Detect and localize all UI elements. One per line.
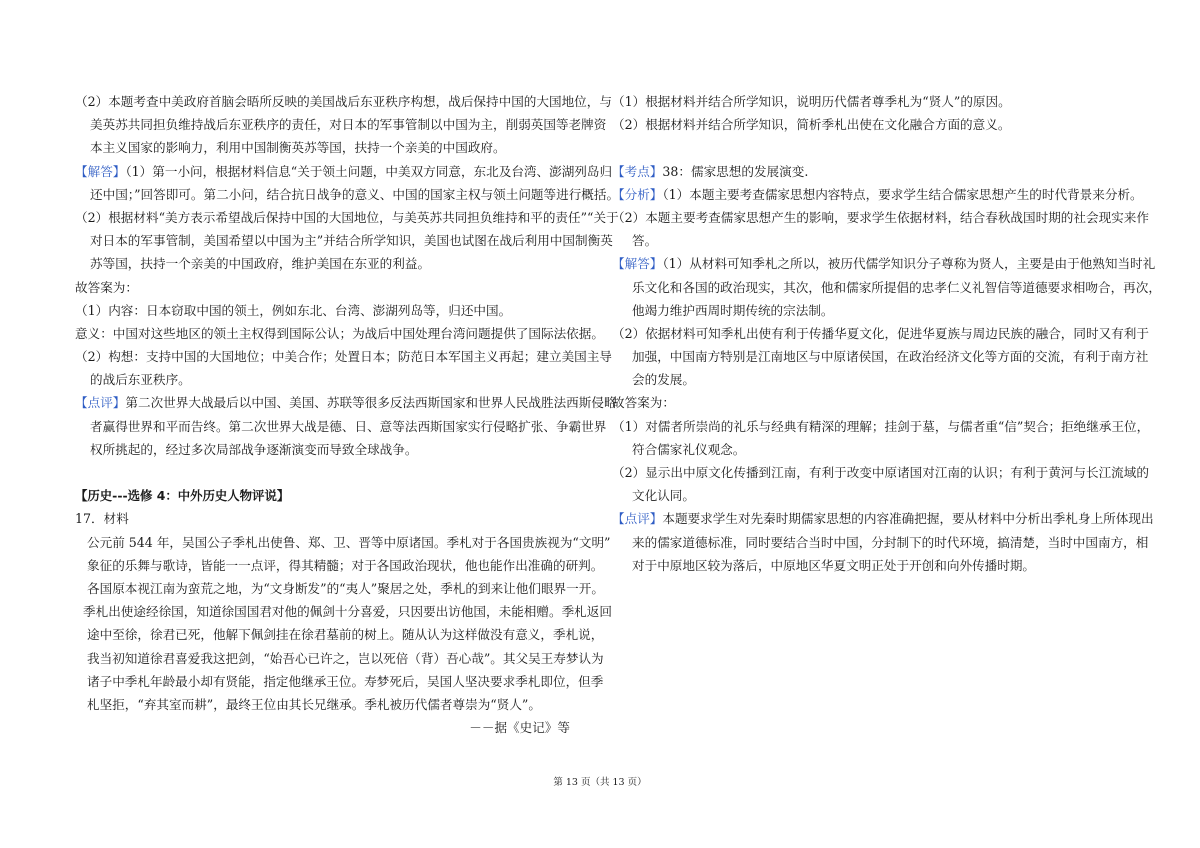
- right-text-line: [612, 484, 1132, 507]
- left-text-line: [75, 623, 604, 646]
- right-text-line: [612, 345, 1149, 368]
- text-span: 途中至徐，徐君已死，他解下佩剑挂在徐君墓前的树上。随从认为这样做没有意义，季札说，: [87, 627, 604, 643]
- text-span: （2）显示出中原文化传播到江南，有利于改变中原诸国对江南的认识；有利于黄河与长江流域的: [612, 465, 1149, 480]
- text-span: 本题要求学生对先秦时期儒家思想的内容准确把握，要从材料中分析出季札身上所体现出: [662, 511, 1154, 527]
- section-tag: 【解答】: [612, 256, 663, 272]
- text-span: 对日本的军事管制，美国希望以中国为主”并结合所学知识，美国也试图在战后利用中国制衡英: [90, 233, 613, 249]
- text-span: （2）本题主要考查儒家思想产生的影响，要求学生依据材料，结合春秋战国时期的社会现实来作: [612, 209, 1149, 225]
- text-span: 来的儒家道德标准，同时要结合当时中国，分封制下的时代环境，搞清楚，当时中国南方，相: [632, 534, 1149, 550]
- right-text-line: [612, 438, 1132, 461]
- right-text-line: [612, 136, 1132, 159]
- text-span: （1）本题主要考查儒家思想内容特点，要求学生结合儒家思想产生的时代背景来分析。: [662, 186, 1143, 202]
- right-text-line: [612, 322, 1149, 345]
- left-text-line: [75, 554, 604, 577]
- text-span: 美英苏共同担负维持战后东亚秩序的责任，对日本的军事管制以中国为主，削弱英国等老牌资: [90, 117, 607, 133]
- text-span: 各国原本视江南为蛮荒之地，为“文身断发”的“夷人”聚居之处，季札的到来让他们眼界一开。: [87, 580, 604, 596]
- section-tag: 【考点】: [612, 163, 663, 179]
- text-span: 本主义国家的影响力，利用中国制衡英苏等国，扶持一个亲美的中国政府。: [90, 140, 506, 156]
- section-tag: 【点评】: [612, 511, 663, 527]
- left-text-line: [75, 507, 570, 530]
- text-span: 者赢得世界和平而告终。第二次世界大战是德、日、意等法西斯国家实行侵略扩张、争霸世界: [90, 418, 607, 434]
- text-span: （2）根据材料“美方表示希望战后保持中国的大国地位，与美英苏共同担负维持和平的责任”“关于: [75, 209, 619, 225]
- left-text-line: [75, 461, 570, 484]
- text-span: （1）第一小问，根据材料信息“关于领土问题，中美双方同意，东北及台湾、澎湖列岛归: [125, 163, 613, 179]
- left-text-line: [75, 322, 604, 345]
- right-text-line: [612, 531, 1149, 554]
- text-span: （1）内容：日本窃取中国的领土，例如东北、台湾、澎湖列岛等，归还中国。: [75, 302, 512, 318]
- text-span: （1）对儒者所崇尚的礼乐与经典有精深的理解；挂剑于墓，与儒者重“信”契合；拒绝继承王位，: [612, 418, 1150, 434]
- left-text-line: [75, 484, 570, 507]
- text-span: 对于中原地区较为落后，中原地区华夏文明正处于开创和向外传播时期。: [632, 557, 1035, 573]
- text-span: 苏等国，扶持一个亲美的中国政府，维护美国在东亚的利益。: [90, 256, 431, 272]
- text-span: 还中国；”回答即可。第二小问，结合抗日战争的意义、中国的国家主权与领土问题等进行概括。: [90, 186, 620, 202]
- left-text-line: [75, 693, 570, 716]
- left-text-line: [75, 183, 620, 206]
- text-span: 权所挑起的，经过多次局部战争逐渐演变而导致全球战争。: [90, 441, 418, 457]
- text-span: 文化认同。: [632, 488, 695, 504]
- text-span: 【历史---选修 4：中外历史人物评说】: [75, 488, 290, 504]
- left-text-line: [75, 670, 604, 693]
- left-text-line: [75, 531, 611, 554]
- text-span: 季札出使途经徐国，知道徐国国君对他的佩剑十分喜爱，只因要出访他国，未能相赠。季札返回: [83, 604, 612, 620]
- text-span: （2）本题考查中美政府首脑会晤所反映的美国战后东亚秩序构想，战后保持中国的大国地位，与: [75, 94, 612, 109]
- right-text-line: [612, 113, 1132, 136]
- left-text-line: [75, 647, 604, 670]
- left-text-line: [75, 577, 604, 600]
- text-span: 的战后东亚秩序。: [90, 372, 191, 388]
- text-span: 会的发展。: [632, 372, 695, 388]
- right-text-line: [612, 276, 1161, 299]
- text-span: 故答案为：: [612, 395, 675, 411]
- text-span: 意义：中国对这些地区的领土主权得到国际公认；为战后中国处理台湾问题提供了国际法依据。: [75, 325, 604, 341]
- left-text-line: [75, 113, 607, 136]
- section-tag: 【解答】: [75, 163, 126, 179]
- text-span: 故答案为：: [75, 279, 138, 295]
- text-span: 答。: [632, 233, 658, 249]
- left-text-line: [75, 600, 612, 623]
- page-footer: 第 13 页（共 13 页）: [553, 777, 647, 788]
- text-span: 第二次世界大战最后以中国、美国、苏联等很多反法西斯国家和世界人民战胜法西斯侵略: [125, 395, 617, 411]
- left-column: [75, 90, 620, 739]
- left-text-line: [75, 368, 570, 391]
- text-span: 诸子中季札年龄最小却有贤能，指定他继承王位。寿梦死后，吴国人坚决要求季札即位，但季: [87, 673, 604, 689]
- text-span: （2）根据材料并结合所学知识，简析季札出使在文化融合方面的意义。: [612, 117, 1011, 133]
- right-text-line: [612, 90, 1132, 113]
- text-span: 乐文化和各国的政治现实，其次，他和儒家所提倡的忠孝仁义礼智信等道德要求相吻合，再次，: [632, 279, 1161, 295]
- left-text-line: [75, 252, 570, 275]
- text-span: 公元前 544 年，吴国公子季札出使鲁、郑、卫、晋等中原诸国。季札对于各国贵族视为“文明”: [87, 534, 611, 550]
- right-text-line: [612, 554, 1132, 577]
- text-span: （2）构想：支持中国的大国地位；中美合作；处置日本；防范日本军国主义再起；建立美国主导: [75, 349, 612, 365]
- left-text-line: [75, 716, 570, 739]
- left-text-line: [75, 160, 613, 183]
- text-span: 象征的乐舞与歌诗，皆能一一点评，得其精髓；对于各国政治现状，他也能作出准确的研判。: [87, 557, 604, 573]
- left-text-line: [75, 90, 612, 113]
- left-text-line: [75, 299, 570, 322]
- section-tag: 【分析】: [612, 186, 663, 202]
- right-text-line: [612, 461, 1149, 484]
- right-text-line: [612, 229, 1132, 252]
- left-text-line: [75, 206, 619, 229]
- text-span: 17．材料: [75, 511, 129, 527]
- text-span: 札坚拒，“弃其室而耕”，最终王位由其长兄继承。季札被历代儒者尊崇为“贤人”。: [87, 696, 541, 712]
- text-span: 38：儒家思想的发展演变.: [662, 163, 809, 179]
- text-span: （1）从材料可知季札之所以，被历代儒学知识分子尊称为贤人，主要是由于他熟知当时礼: [662, 256, 1156, 272]
- text-span: 我当初知道徐君喜爱我这把剑，“始吾心已许之，岂以死倍（背）吾心哉”。其父吴王寿梦认为: [87, 650, 604, 666]
- right-text-line: [612, 368, 1132, 391]
- right-text-line: [612, 507, 1154, 530]
- section-tag: 【点评】: [75, 395, 126, 411]
- text-span: 他竭力维护西周时期传统的宗法制。: [632, 302, 834, 318]
- right-text-line: [612, 415, 1150, 438]
- left-text-line: [75, 229, 613, 252]
- text-span: 符合儒家礼仪观念。: [632, 441, 746, 457]
- right-text-line: [612, 252, 1156, 275]
- right-text-line: [612, 160, 1132, 183]
- text-span: 加强，中国南方特别是江南地区与中原诸侯国，在政治经济文化等方面的交流，有利于南方社: [632, 349, 1149, 365]
- text-span: －－据《史记》等: [469, 720, 570, 736]
- left-text-line: [75, 391, 617, 414]
- right-text-line: [612, 206, 1149, 229]
- right-text-line: [612, 183, 1143, 206]
- left-text-line: [75, 345, 612, 368]
- left-text-line: [75, 276, 570, 299]
- right-column: [612, 90, 1161, 577]
- text-span: （2）依据材料可知季札出使有利于传播华夏文化，促进华夏族与周边民族的融合，同时又有利于: [612, 325, 1149, 341]
- right-text-line: [612, 299, 1132, 322]
- text-span: （1）根据材料并结合所学知识，说明历代儒者尊季札为“贤人”的原因。: [612, 94, 1011, 109]
- left-text-line: [75, 136, 570, 159]
- left-text-line: [75, 415, 607, 438]
- left-text-line: [75, 438, 570, 461]
- right-text-line: [612, 391, 1132, 414]
